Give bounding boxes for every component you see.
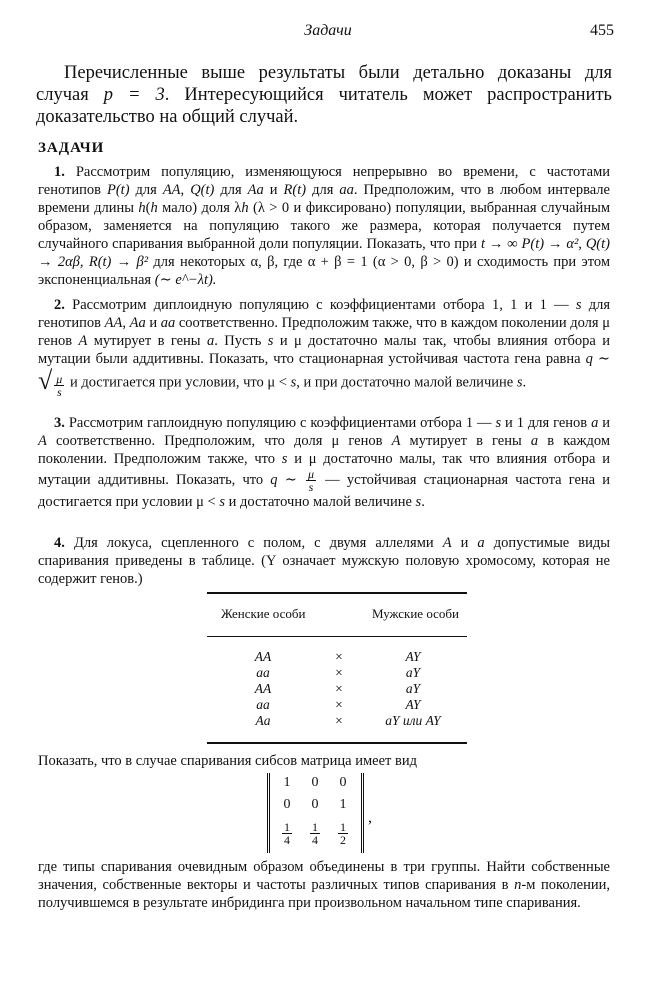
problem-text: и xyxy=(451,535,478,551)
fraction xyxy=(306,468,316,493)
problem-number: 1. xyxy=(54,164,65,180)
math-var: s xyxy=(575,297,582,313)
column-header-male: Мужские особи xyxy=(359,592,467,637)
problem-text: и достигается при условии, что μ < xyxy=(66,374,291,391)
matrix-cell: 1 xyxy=(283,775,291,790)
problem-text: для xyxy=(214,182,248,198)
problem-number: 3. xyxy=(54,415,65,431)
table-row xyxy=(207,713,467,729)
problem-text: в каждом поколении. Предположим также, что xyxy=(38,433,611,467)
matrix-cell: 0 xyxy=(311,775,319,790)
math-exponent: (∼ e^−λt). xyxy=(154,272,217,288)
lead-text-2: . Интересующийся читатель может распространить доказательство на общий случай. xyxy=(36,85,612,127)
matrix-cell: 1 xyxy=(339,797,347,812)
problem-text: — устойчивая стационарная частота гена и достигается при условии μ < xyxy=(38,471,610,510)
matrix-cell xyxy=(333,821,353,846)
fraction-denominator: 2 xyxy=(340,833,346,847)
fraction-denominator: 4 xyxy=(284,833,290,847)
problem-text: для некоторых α, β, где α + β = 1 (α > 0, β > 0) и сходимость при этом экспоненциальная xyxy=(38,254,610,288)
math-approx: q ∼ xyxy=(270,471,297,488)
problem-text: и 1 для генов xyxy=(501,415,592,431)
cross-icon: × xyxy=(335,681,343,696)
genotype: AA xyxy=(104,315,123,331)
fraction xyxy=(282,821,292,846)
problem-text: Рассмотрим гаплоидную популяцию с коэффициентами отбора 1 — xyxy=(68,415,496,431)
math-var: s xyxy=(415,494,422,510)
closing-paragraph xyxy=(38,858,610,912)
problem-2 xyxy=(38,296,610,398)
cell-male: aY xyxy=(405,681,421,696)
math-var: s xyxy=(516,374,523,391)
fraction xyxy=(54,373,64,398)
math-var: R(t) xyxy=(283,182,307,198)
matrix-cell: 0 xyxy=(339,775,347,790)
problem-text: мало) доля λ xyxy=(157,200,242,216)
cell-female: Aa xyxy=(255,713,271,728)
math-var: n xyxy=(514,877,522,893)
fraction-numerator: μ xyxy=(56,372,63,387)
math-var: s xyxy=(290,374,297,391)
cell-female: aa xyxy=(256,665,270,680)
matrix-cell xyxy=(277,821,297,846)
page-header xyxy=(0,22,656,46)
problem-3 xyxy=(38,414,610,511)
cross-icon: × xyxy=(335,697,343,712)
problem-text: для xyxy=(306,182,340,198)
problem-number: 4. xyxy=(54,535,65,551)
problem-text: и xyxy=(263,182,284,198)
math-limit: t → ∞ xyxy=(480,236,518,252)
lead-text-1: Перечисленные выше результаты были детально доказаны для случая xyxy=(36,63,612,105)
table-spacer xyxy=(207,637,467,650)
sqrt-sign-icon: √ xyxy=(38,366,53,395)
matrix-cell: 0 xyxy=(283,797,291,812)
math-var: Q(t) xyxy=(190,182,215,198)
problem-text: . Пусть xyxy=(214,333,268,349)
problem-text: , xyxy=(122,315,130,331)
closing-text: где типы спаривания очевидным образом объединены в три группы. Найти собственные значения, собственные векторы и частоты различных типов спаривания в xyxy=(38,859,610,893)
problem-text: мутирует в гены xyxy=(87,333,207,349)
math-var: P(t) xyxy=(106,182,130,198)
problem-text: и достаточно малой величине xyxy=(225,494,416,510)
gene: a xyxy=(530,433,539,449)
gene: A xyxy=(442,535,452,551)
gene: a xyxy=(591,415,599,431)
problem-text: соответственно. Предположим, что доля μ генов xyxy=(46,433,392,449)
problem-text: мутирует в гены xyxy=(400,433,531,449)
mating-table xyxy=(207,592,467,729)
problem-text: допустимые виды спаривания приведены в таблице. (Y означает мужскую половую хромосому, которая не содержит генов.) xyxy=(38,535,611,587)
math-var: s xyxy=(495,415,502,431)
gene: a xyxy=(477,535,485,551)
matrix-left-bar xyxy=(267,773,270,853)
problem-text: . xyxy=(421,494,425,510)
matrix-cell xyxy=(305,821,325,846)
fraction xyxy=(310,821,320,846)
after-table-text: Показать, что в случае спаривания сибсов матрица имеет вид xyxy=(38,753,417,769)
fraction-numerator: 1 xyxy=(284,820,290,834)
problem-text: . xyxy=(522,374,527,391)
running-title: Задачи xyxy=(304,22,352,39)
problem-1 xyxy=(38,163,610,289)
problem-text: соответственно. Предположим также, что в каждом поколении доля μ генов xyxy=(38,315,610,349)
math-var: s xyxy=(219,494,225,510)
math-limits: P(t) → α², Q(t) → 2αβ, R(t) → β² xyxy=(38,236,610,270)
closing-text: -м поколении, получившемся в результате инбридинга при произвольном начальном типе спаривания. xyxy=(38,877,610,911)
table-row xyxy=(207,681,467,697)
lead-p-equals: p = 3 xyxy=(103,85,165,105)
math-var: s xyxy=(281,451,288,467)
fraction-numerator: μ xyxy=(308,467,315,481)
fraction-denominator: 4 xyxy=(312,833,318,847)
genotype: Aa xyxy=(247,182,264,198)
fraction-denominator: s xyxy=(308,480,314,494)
problem-text: Рассмотрим диплоидную популяцию с коэффициентами отбора 1, 1 и 1 — xyxy=(72,297,576,313)
fraction-numerator: 1 xyxy=(312,820,318,834)
problem-text: Для локуса, сцепленного с полом, с двумя аллелями xyxy=(73,535,443,551)
cell-male: aY или AY xyxy=(385,713,441,728)
column-header-female: Женские особи xyxy=(207,592,319,637)
table-bottom-rule xyxy=(207,742,467,744)
math-approx: q ∼ xyxy=(585,351,610,367)
genotype: AA xyxy=(162,182,181,198)
cross-icon: × xyxy=(335,649,343,664)
genotype: aa xyxy=(339,182,354,198)
gene: A xyxy=(391,433,401,449)
problem-number: 2. xyxy=(54,297,65,313)
column-header-spacer xyxy=(319,592,359,637)
gene: a xyxy=(206,333,215,349)
cell-male: aY xyxy=(405,665,421,680)
matrix-cell: 0 xyxy=(311,797,319,812)
table-row xyxy=(207,665,467,681)
table-row xyxy=(207,649,467,665)
problem-text: , xyxy=(180,182,191,198)
problem-text: для xyxy=(129,182,163,198)
fraction-denominator: s xyxy=(56,385,62,400)
problem-text: и xyxy=(145,315,161,331)
cell-female: AA xyxy=(254,649,272,664)
section-title: ЗАДАЧИ xyxy=(38,140,105,156)
fraction xyxy=(338,821,348,846)
problem-text: (λ > 0 и фиксировано) популяции, выбранная случайным образом, заменяется на популяцию такого же размера, которая получается путем случайного спаривания выбранной доли популяции. Показать, что при xyxy=(38,200,610,252)
sib-mating-matrix xyxy=(267,773,372,853)
math-var: h xyxy=(138,200,146,216)
problem-text: ( xyxy=(145,200,151,216)
table-row xyxy=(207,697,467,713)
problem-text: и μ достаточно малы, так что влияния отбора и мутации аддитивны. Показать, что xyxy=(38,451,611,488)
cell-male: AY xyxy=(405,697,421,712)
fraction-numerator: 1 xyxy=(340,820,346,834)
gene: A xyxy=(38,433,47,449)
problem-4 xyxy=(38,534,610,588)
math-var: s xyxy=(267,333,274,349)
problem-text: Рассмотрим популяцию, изменяющуюся непрерывно во времени, с частотами генотипов xyxy=(38,164,611,198)
problem-text: и xyxy=(598,415,611,431)
matrix-right-bar xyxy=(361,773,364,853)
math-var: h xyxy=(241,200,249,216)
problem-text: для генотипов xyxy=(38,297,610,331)
cross-icon: × xyxy=(335,713,343,728)
cell-female: aa xyxy=(256,697,270,712)
page-number: 455 xyxy=(590,22,614,39)
cross-icon: × xyxy=(335,665,343,680)
cell-female: AA xyxy=(254,681,272,696)
matrix-comma: , xyxy=(368,809,372,826)
problem-text: , и при достаточно малой величине xyxy=(296,374,517,391)
problem-text: . Предположим, что в любом интервале времени длины xyxy=(38,182,610,216)
problem-text: и μ достаточно малы так, чтобы влияния отбора и мутации были аддитивны. Показать, что стационарная устойчивая частота гена равна xyxy=(38,333,610,367)
genotype: aa xyxy=(160,315,176,331)
lead-paragraph xyxy=(36,62,612,128)
genotype: Aa xyxy=(129,315,146,331)
math-var: h xyxy=(150,200,158,216)
sqrt-formula xyxy=(38,368,66,398)
gene: A xyxy=(78,333,88,349)
table-header-row xyxy=(207,592,467,637)
cell-male: AY xyxy=(405,649,421,664)
